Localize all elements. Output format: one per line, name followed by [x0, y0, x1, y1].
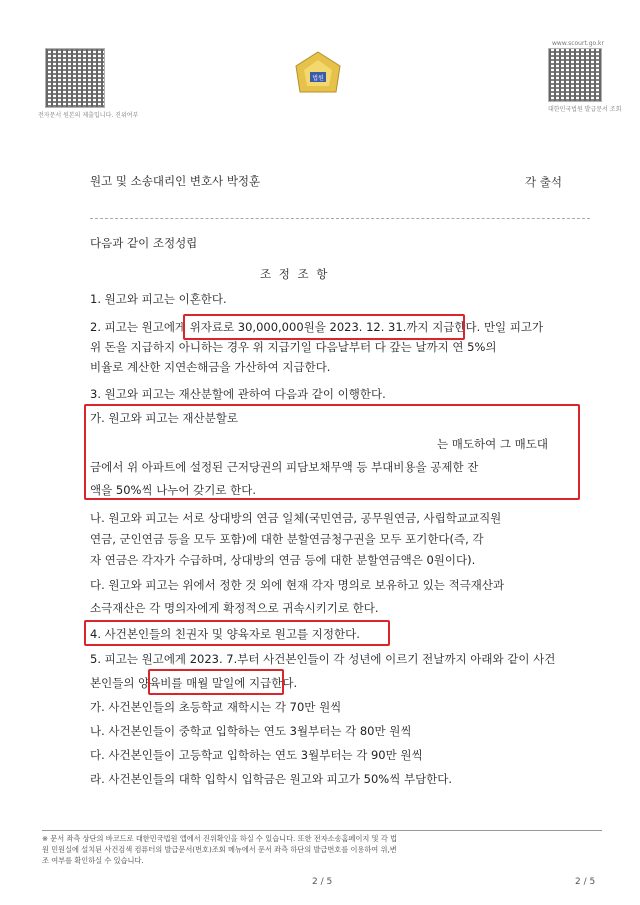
left-barcode	[45, 48, 105, 108]
highlight-custody	[84, 620, 390, 646]
item-2-line-3: 비율로 계산한 지연손해금을 가산하여 지급한다.	[90, 360, 331, 374]
intro-text: 다음과 같이 조정성립	[90, 236, 198, 250]
item-1: 1. 원고와 피고는 이혼한다.	[90, 292, 227, 306]
attendance-status: 각 출석	[525, 175, 562, 189]
item-3-ga-line-4: 액을 50%씩 나누어 갖기로 한다.	[90, 483, 257, 497]
item-3-ga-line-2: 는 매도하여 그 매도대	[437, 437, 548, 451]
footer-note	[42, 830, 602, 866]
item-4: 4. 사건본인들의 친권자 및 양육자로 원고를 지정한다.	[90, 627, 360, 641]
highlight-property-division	[84, 404, 580, 500]
divider-top	[90, 218, 590, 219]
item-3-ga-line-3: 금에서 위 아파트에 설정된 근저당권의 피담보채무액 등 부대비용을 공제한 잔	[90, 460, 479, 474]
item-2-line-1: 2. 피고는 원고에게 위자료로 30,000,000원을 2023. 12. 31.까지 지급한다. 만일 피고가	[90, 320, 544, 334]
item-3-da-line-1: 다. 원고와 피고는 위에서 정한 것 외에 현재 각자 명의로 보유하고 있는 적극재산과	[90, 578, 505, 592]
highlight-child-support	[148, 669, 284, 695]
left-barcode-caption: 전자문서 원본의 제출입니다. 진위여부	[38, 112, 139, 119]
footer-note-line-2: 원 민원실에 설치된 사건검색 컴퓨터의 발급문서(번호)조회 메뉴에서 문서 좌측 하단의 발급번호를 이용하여 위,변	[42, 845, 397, 854]
item-3-na-line-2: 연금, 군인연금 등을 모두 포함)에 대한 분할연금청구권을 모두 포기한다(즉, 각	[90, 532, 484, 546]
item-2-line-2: 위 돈을 지급하지 아니하는 경우 위 지급기일 다음날부터 다 갚는 날까지 연 5%의	[90, 340, 497, 354]
item-3-na-line-1: 나. 원고와 피고는 서로 상대방의 연금 일체(국민연금, 공무원연금, 사립학교교직원	[90, 511, 502, 525]
item-5-na: 나. 사건본인들이 중학교 입학하는 연도 3월부터는 각 80만 원씩	[90, 724, 412, 738]
footer-note-line-1: ※ 문서 좌측 상단의 바코드로 대한민국법원 앱에서 진위확인을 하실 수 있습니다. 또한 전자소송홈페이지 및 각 법	[42, 834, 398, 843]
page-number-right: 2 / 5	[575, 877, 596, 887]
page-number-center: 2 / 5	[312, 877, 333, 887]
item-3-na-line-3: 자 연금은 각자가 수급하며, 상대방의 연금 등에 대한 분할연금액은 0원이다).	[90, 553, 476, 567]
item-3-ga-line-1: 가. 원고와 피고는 재산분할로	[90, 411, 238, 425]
item-5-ga: 가. 사건본인들의 초등학교 재학시는 각 70만 원씩	[90, 700, 342, 714]
item-3: 3. 원고와 피고는 재산분할에 관하여 다음과 같이 이행한다.	[90, 387, 386, 401]
footer-note-line-3: 조 여부를 확인하실 수 있습니다.	[42, 856, 144, 865]
svg-text:법원: 법원	[312, 75, 324, 82]
item-5-line-1: 5. 피고는 원고에게 2023. 7.부터 사건본인들이 각 성년에 이르기 전날까지 아래와 같이 사건	[90, 652, 556, 666]
right-barcode-caption: 대한민국법원 발급문서 조회	[548, 106, 622, 113]
item-5-ra: 라. 사건본인들의 대학 입학시 입학금은 원고와 피고가 50%씩 부담한다.	[90, 772, 453, 786]
section-title: 조 정 조 항	[260, 267, 330, 281]
item-3-da-line-2: 소극재산은 각 명의자에게 확정적으로 귀속시키기로 한다.	[90, 601, 379, 615]
court-seal-icon	[288, 48, 348, 104]
item-5-da: 다. 사건본인들이 고등학교 입학하는 연도 3월부터는 각 90만 원씩	[90, 748, 423, 762]
right-barcode	[548, 48, 602, 102]
item-5-line-2: 본인들의 양육비를 매월 말일에 지급한다.	[90, 676, 298, 690]
right-barcode-url: www.scourt.go.kr	[552, 40, 604, 47]
highlight-alimony	[183, 314, 465, 340]
attendance-parties: 원고 및 소송대리인 변호사 박정훈	[90, 174, 261, 188]
